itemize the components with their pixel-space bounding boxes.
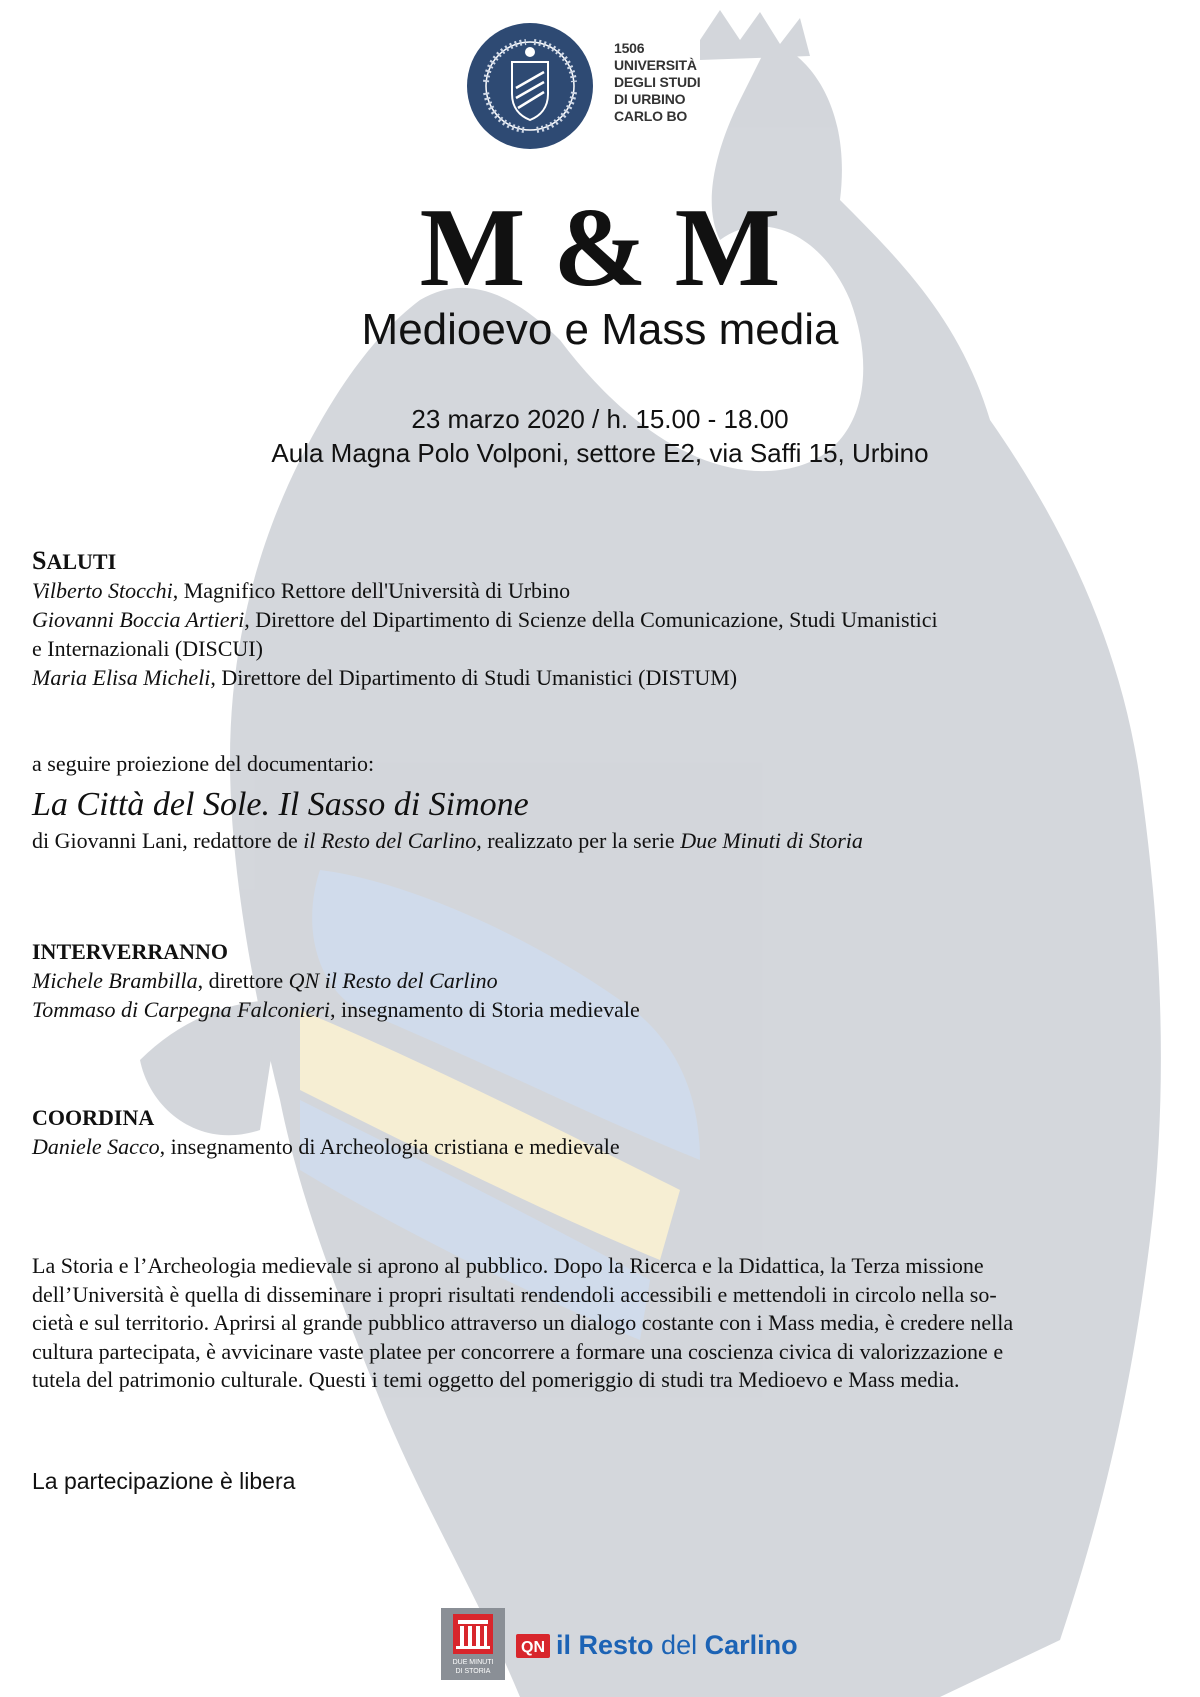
saluti-line: Giovanni Boccia Artieri, Direttore del Dipartimento di Scienze della Comunicazione, Studi Umanistici (32, 607, 938, 632)
documentary-title: La Città del Sole. Il Sasso di Simone (32, 786, 529, 823)
coordinator-line: Daniele Sacco, insegnamento di Archeologia cristiana e medievale (32, 1134, 620, 1159)
documentary-credit: di Giovanni Lani, redattore de il Resto del Carlino, realizzato per la serie Due Minuti di Storia (32, 828, 863, 853)
saluti-line: Maria Elisa Micheli, Direttore del Dipartimento di Studi Umanistici (DISTUM) (32, 665, 738, 690)
speaker-name: Tommaso di Carpegna Falconieri (32, 997, 331, 1022)
university-line: 1506 (614, 40, 645, 56)
saluti-line: Vilberto Stocchi, Magnifico Rettore dell'Università di Urbino (32, 578, 571, 603)
qn-label: QN (521, 1639, 545, 1656)
description-line: cultura partecipata, è avvicinare vaste platee per concorrere a formare una coscienza civica di valorizzazione e (32, 1338, 1004, 1364)
event-title: M & M (419, 186, 781, 310)
due-minuti-line: DI STORIA (455, 1668, 491, 1675)
documentary-section (32, 749, 1172, 855)
saluti-section (32, 546, 1172, 692)
speaker-line: Tommaso di Carpegna Falconieri, insegnamento di Storia medievale (32, 997, 640, 1022)
description-line: dell’Università è quella di disseminare i propri risultati rendendoli accessibili e mettendoli in circolo nella so- (32, 1281, 997, 1307)
speaker-name: Michele Brambilla (32, 968, 198, 993)
coordina-heading: COORDINA (32, 1105, 155, 1130)
speaker-name: Giovanni Boccia Artieri (32, 607, 245, 632)
speaker-name: Vilberto Stocchi (32, 578, 173, 603)
university-line: CARLO BO (614, 108, 688, 124)
description-line: tutela del patrimonio culturale. Questi i temi oggetto del pomeriggio di studi tra Medioevo e Mass media. (32, 1367, 960, 1392)
resto-del-carlino-logo: il Resto del Carlino (556, 1630, 798, 1660)
interverranno-heading: INTERVERRANNO (32, 939, 229, 964)
due-minuti-line: DUE MINUTI (452, 1659, 494, 1666)
university-seal-logo (466, 22, 594, 150)
speaker-name: Daniele Sacco (32, 1134, 160, 1159)
due-minuti-di-storia-logo (441, 1608, 505, 1680)
documentary-intro: a seguire proiezione del documentario: (32, 751, 375, 776)
coordina-section (32, 1103, 1172, 1161)
description-line: cietà e sul territorio. Aprirsi al grande pubblico attraverso un dialogo costante con i Mass media, è credere nella (32, 1310, 1014, 1335)
description-line: La Storia e l’Archeologia medievale si aprono al pubblico. Dopo la Ricerca e la Didattica, la Terza missione (32, 1253, 984, 1278)
event-date-time: 23 marzo 2020 / h. 15.00 - 18.00 (411, 404, 789, 434)
university-line: UNIVERSITÀ (614, 57, 697, 73)
saluti-heading: SALUTI (32, 546, 117, 575)
participation-note: La partecipazione è libera (32, 1468, 296, 1494)
saluti-line-continued: e Internazionali (DISCUI) (32, 636, 263, 661)
event-venue: Aula Magna Polo Volponi, settore E2, via Saffi 15, Urbino (271, 438, 929, 468)
description-paragraph (32, 1252, 1168, 1395)
speaker-name: Maria Elisa Micheli (32, 665, 211, 690)
event-subtitle: Medioevo e Mass media (361, 305, 839, 354)
university-line: DEGLI STUDI (614, 74, 701, 90)
speaker-line: Michele Brambilla, direttore QN il Resto del Carlino (32, 968, 498, 993)
university-line: DI URBINO (614, 91, 686, 107)
qn-logo (516, 1634, 550, 1658)
university-name (614, 40, 700, 125)
interverranno-section (32, 937, 1172, 1024)
